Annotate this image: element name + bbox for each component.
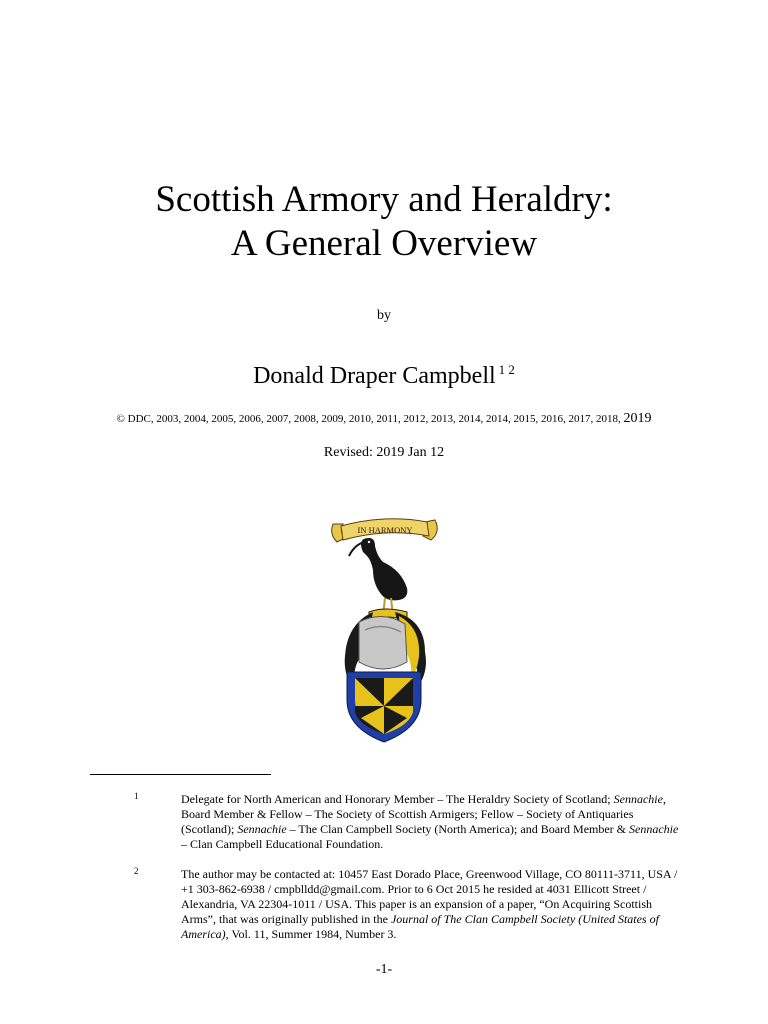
footnote-1-segment: – Clan Campbell Educational Foundation. [181, 837, 384, 851]
author-name [0, 362, 768, 390]
ibis-crest [349, 538, 407, 616]
footnote-separator [90, 774, 271, 775]
footnote-1-segment: Sennachie [613, 792, 663, 806]
footnote-2-segment: The author may be contacted at: 10457 East Dorado Place, Greenwood Village, CO 80111-3711, USA / +1 303-862-6938 / cmpblldd@gmail.com. Prior to 6 Oct 2015 he resided at 4031 Ellicott Street / Alexandria, VA 22304-1011 / USA. This paper is an expansion of a paper, “On Acquiring Scottish Arms”, that was originally published in the [181, 867, 678, 926]
footnote-1-number: 1 [134, 791, 139, 801]
author-footnote-refs: 1 2 [498, 362, 515, 377]
page-number: -1- [375, 962, 393, 977]
author-name-text: Donald Draper Campbell [253, 363, 496, 389]
footnote-1-segment: Sennachie [629, 822, 679, 836]
footnote-1-segment: – The Clan Campbell Society (North America); and Board Member & [286, 822, 630, 836]
footnote-1-text [181, 792, 681, 852]
footnote-1-segment: Delegate for North American and Honorary Member – The Heraldry Society of Scotland; [181, 792, 614, 806]
revised-date: Revised: 2019 Jan 12 [323, 445, 445, 460]
copyright-line [0, 411, 768, 427]
title-line-1: Scottish Armory and Heraldry: [155, 179, 613, 220]
motto-scroll [332, 519, 438, 542]
footnote-2-segment: Journal of The Clan Campbell Society (United States of America) [181, 912, 659, 941]
copyright-last-year: 2019 [623, 411, 652, 426]
title-line-2: A General Overview [230, 223, 538, 264]
footnote-2-text [181, 867, 681, 942]
footnote-1-segment: , Board Member & Fellow – The Society of Scottish Armigers; Fellow – Society of Antiquaries (Scotland); [181, 792, 666, 836]
byline: by [377, 308, 391, 323]
footnote-2-number: 2 [134, 866, 139, 876]
document-title [0, 178, 768, 266]
footnote-2-segment: , Vol. 11, Summer 1984, Number 3. [225, 927, 397, 941]
coat-of-arms-image [325, 512, 443, 744]
copyright-years: © DDC, 2003, 2004, 2005, 2006, 2007, 2008, 2009, 2010, 2011, 2012, 2013, 2014, 2014, 2015, 2016, 2017, 2018, [116, 413, 624, 425]
footnote-1-segment: Sennachie [237, 822, 287, 836]
crest-motto: IN HARMONY [357, 525, 413, 535]
shield [347, 672, 421, 742]
